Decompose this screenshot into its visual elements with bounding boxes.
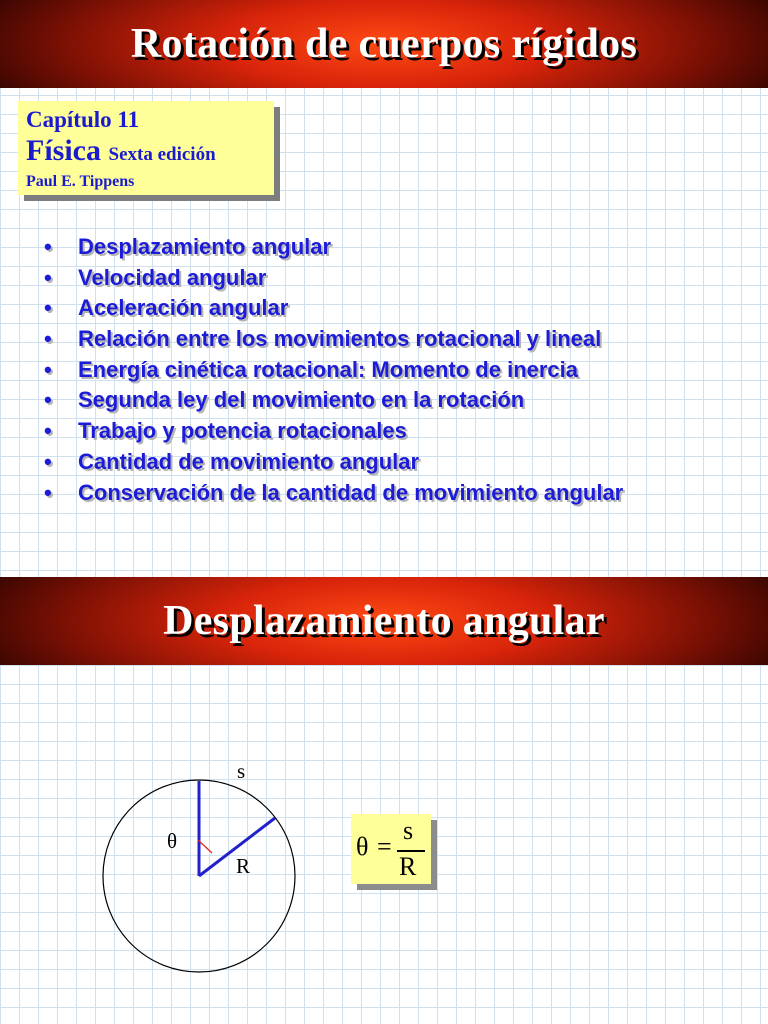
bullet-icon: •	[44, 295, 52, 321]
topic-item	[44, 355, 623, 386]
bullet-icon: •	[44, 356, 52, 382]
title-banner	[0, 0, 768, 88]
slide-title: Rotación de cuerpos rígidos	[130, 21, 638, 67]
topic-item	[44, 263, 623, 294]
topic-text: Segunda ley del movimiento en la rotación	[78, 387, 525, 413]
bullet-icon: •	[44, 448, 52, 474]
section-banner	[0, 577, 768, 665]
bullet-icon: •	[44, 264, 52, 290]
topic-text: Relación entre los movimientos rotacional y lineal	[78, 326, 602, 352]
topic-item	[44, 293, 623, 324]
topic-item	[44, 478, 623, 509]
topic-item	[44, 385, 623, 416]
formula-theta: θ	[356, 832, 369, 861]
topic-item	[44, 232, 623, 263]
author-label: Paul E. Tippens	[26, 173, 135, 190]
topic-text: Velocidad angular	[78, 264, 267, 290]
topic-text: Trabajo y potencia rotacionales	[78, 418, 407, 444]
book-title: Física	[26, 134, 101, 167]
formula-box	[351, 814, 431, 884]
topic-text: Aceleración angular	[78, 295, 289, 321]
topic-text: Conservación de la cantidad de movimiento angular	[78, 479, 624, 505]
bullet-icon: •	[44, 326, 52, 352]
bullet-icon: •	[44, 479, 52, 505]
topic-text: Energía cinética rotacional: Momento de inercia	[78, 356, 579, 382]
section-title: Desplazamiento angular	[163, 598, 605, 644]
book-info-card	[18, 101, 274, 195]
topic-item	[44, 416, 623, 447]
topic-item	[44, 324, 623, 355]
topic-item	[44, 447, 623, 478]
radius-label: R	[236, 854, 251, 878]
bullet-icon: •	[44, 387, 52, 413]
topic-list	[44, 232, 623, 508]
book-title-line	[26, 135, 266, 171]
arc-label: s	[237, 759, 246, 783]
formula-equals: =	[377, 832, 392, 861]
chapter-label: Capítulo 11	[26, 107, 140, 132]
formula-denominator: R	[399, 852, 417, 881]
bullet-icon: •	[44, 418, 52, 444]
edition-label: Sexta edición	[108, 144, 216, 165]
topic-text: Cantidad de movimiento angular	[78, 448, 420, 474]
formula-numerator: s	[403, 816, 414, 845]
bullet-icon: •	[44, 234, 52, 259]
angle-label: θ	[167, 829, 178, 853]
topic-text: Desplazamiento angular	[78, 234, 332, 259]
